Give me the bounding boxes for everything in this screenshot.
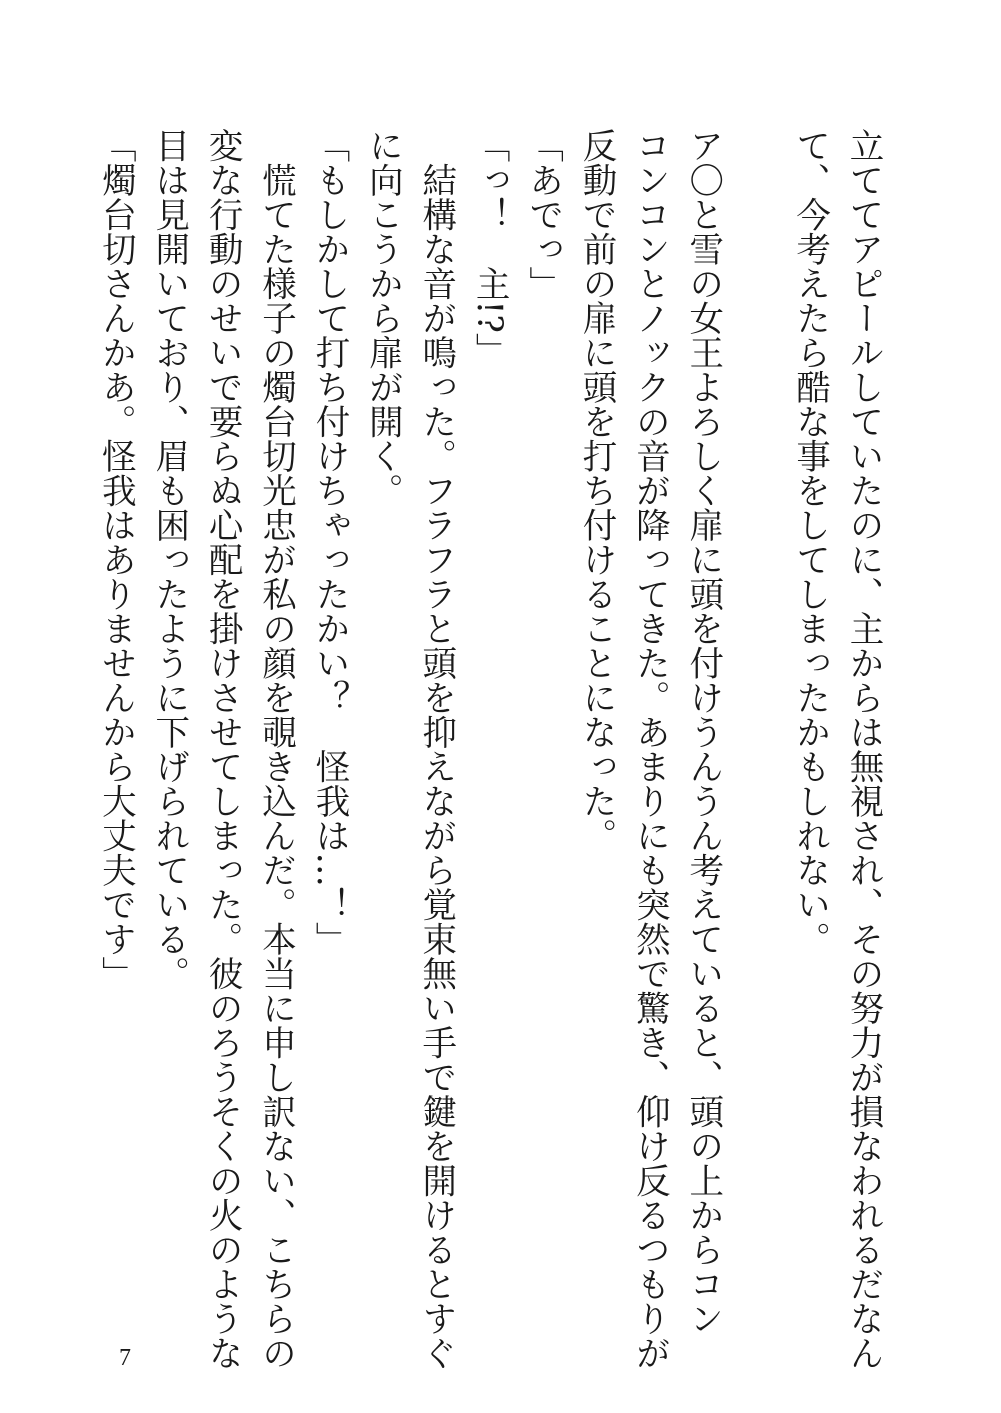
dialogue-line: 「っ！ 主!?」 <box>469 128 510 368</box>
text-line: 反動で前の扉に頭を打ち付けることになった。 <box>575 128 616 853</box>
text-line: コンコンとノックの音が降ってきた。あまりにも突然で驚き、仰け反るつもりが <box>629 128 670 1370</box>
body-text <box>88 128 889 1370</box>
text-line: 変な行動のせいで要らぬ心配を掛けさせてしまった。彼のろうそくの火のような <box>202 128 243 1370</box>
text-line: 慌てた様子の燭台切光忠が私の顔を覗き込んだ。本当に申し訳ない、こちらの <box>255 128 296 1370</box>
blank-line <box>729 128 782 1318</box>
dialogue-line: 「もしかして打ち付けちゃったかい？ 怪我は…！」 <box>308 128 349 956</box>
text-line: 結構な音が鳴った。フラフラと頭を抑えながら覚束無い手で鍵を開けるとすぐ <box>415 128 456 1370</box>
dialogue-line: 「あでっ」 <box>522 128 563 301</box>
text-line: ア〇と雪の女王よろしく扉に頭を付けうんうん考えていると、頭の上からコン <box>682 128 723 1336</box>
text-line: て、今考えたら酷な事をしてしまったかもしれない。 <box>789 128 830 956</box>
text-line: 目は見開いており、眉も困ったように下げられている。 <box>148 128 189 991</box>
text-line: に向こうから扉が開く。 <box>362 128 403 508</box>
page-number: 7 <box>119 1345 131 1371</box>
text-line: 立ててアピールしていたのに、主からは無視され、その努力が損なわれるだなん <box>843 128 883 1370</box>
dialogue-line: 「燭台切さんかあ。怪我はありませんから大丈夫です」 <box>95 128 136 991</box>
